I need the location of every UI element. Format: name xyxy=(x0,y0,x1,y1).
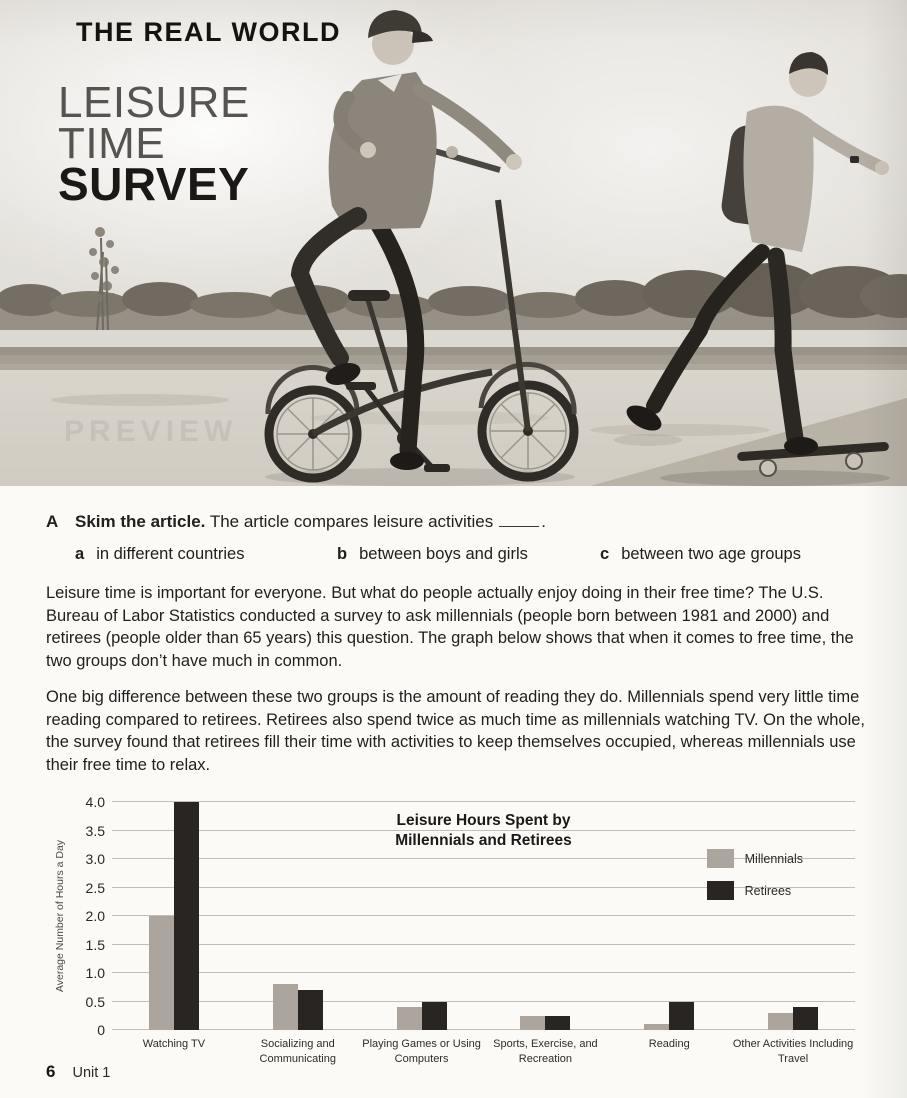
x-axis-labels xyxy=(112,1030,855,1076)
bar-retirees xyxy=(669,1002,694,1031)
y-tick-4.0: 4.0 xyxy=(85,794,105,810)
bar-retirees xyxy=(298,990,323,1030)
page-footer xyxy=(46,1062,110,1082)
title-line-leisure: LEISURE xyxy=(58,78,250,127)
option-letter: c xyxy=(600,545,610,563)
y-tick-0: 0 xyxy=(97,1022,105,1038)
y-tick-2.0: 2.0 xyxy=(85,908,105,924)
bar-retirees xyxy=(793,1007,818,1030)
activity-a-instruction xyxy=(46,512,867,532)
y-axis-ticks xyxy=(70,794,112,1038)
gridline-2.0 xyxy=(112,915,855,916)
option-text: in different countries xyxy=(96,545,245,563)
option-b xyxy=(337,545,600,564)
activity-letter: A xyxy=(46,512,59,531)
page-content xyxy=(0,486,907,1065)
answer-blank xyxy=(499,513,539,527)
bar-group xyxy=(768,802,818,1030)
bar-retirees xyxy=(174,802,199,1030)
chart-title: Leisure Hours Spent by Millennials and Retirees xyxy=(395,812,572,850)
option-c xyxy=(600,545,801,564)
title-line-time: TIME xyxy=(58,119,166,168)
bar-group xyxy=(273,802,323,1030)
option-letter: a xyxy=(75,545,85,563)
y-axis-label-column xyxy=(52,802,70,1030)
gridline-0.5 xyxy=(112,1001,855,1002)
activity-a-options xyxy=(75,545,867,564)
option-text: between boys and girls xyxy=(359,545,528,563)
page-title xyxy=(58,78,250,210)
activity-instruction-text: Skim the article. The article compares leisure activities . xyxy=(75,512,546,531)
river xyxy=(0,330,907,349)
y-tick-3.0: 3.0 xyxy=(85,851,105,867)
x-category-label: Socializing and Communicating xyxy=(259,1038,336,1065)
page-number: 6 xyxy=(46,1062,56,1081)
gridline-1.5 xyxy=(112,944,855,945)
legend-label: Millennials xyxy=(744,851,803,866)
bar-group xyxy=(149,802,199,1030)
option-a xyxy=(75,545,337,564)
legend-label: Retirees xyxy=(744,883,792,898)
bar-group xyxy=(644,802,694,1030)
bar-millennials xyxy=(397,1007,422,1030)
bar-millennials xyxy=(768,1013,793,1030)
header-photo xyxy=(0,0,907,486)
chart-legend xyxy=(707,849,803,913)
y-tick-1.5: 1.5 xyxy=(85,936,105,953)
y-tick-1.0: 1.0 xyxy=(85,965,105,981)
unit-label: Unit 1 xyxy=(72,1065,111,1081)
chart-plot-area xyxy=(112,802,855,1065)
y-tick-2.5: 2.5 xyxy=(85,879,105,896)
gridline-4.0 xyxy=(112,801,855,802)
x-category-label: Other Activities Including Travel xyxy=(732,1038,854,1065)
gridline-1.0 xyxy=(112,972,855,973)
preview-watermark: PREVIEW xyxy=(64,415,238,448)
legend-item-millennials xyxy=(707,849,803,868)
leisure-hours-chart xyxy=(52,794,855,1065)
y-axis-label: Average Number of Hours a Day xyxy=(54,839,66,993)
option-letter: b xyxy=(337,545,348,563)
x-category-label: Reading xyxy=(648,1038,690,1050)
shore-grass xyxy=(0,347,907,372)
legend-item-retirees xyxy=(707,881,803,900)
title-line-survey: SURVEY xyxy=(58,158,250,210)
bar-millennials xyxy=(149,916,174,1030)
bar-millennials xyxy=(520,1016,545,1030)
legend-swatch xyxy=(707,881,734,900)
bar-retirees xyxy=(545,1016,570,1030)
option-text: between two age groups xyxy=(621,545,801,563)
article-paragraph-1: Leisure time is important for everyone. But what do people actually enjoy doing in their free time? The U.S. Bureau of Labor Statistics conducted a survey to ask millennials (people born between 1981 and 2000) and retirees (people older than 65 years) this question. The graph below shows that when it comes to free time, the two groups don’t have much in common. xyxy=(46,584,854,670)
legend-swatch xyxy=(707,849,734,868)
x-category-label: Sports, Exercise, and Recreation xyxy=(493,1038,598,1065)
y-tick-3.5: 3.5 xyxy=(85,822,105,839)
x-category-label: Playing Games or Using Computers xyxy=(362,1038,481,1065)
bar-millennials xyxy=(273,984,298,1030)
photo-illustration xyxy=(0,0,907,486)
article-paragraph-2: One big difference between these two groups is the amount of reading they do. Millennials spend very little time reading compared to retirees. Retirees also spend twice as much time as millennials watching TV. On the whole, the survey found that retirees fill their time with activities to keep themselves occupied, whereas millennials use their free time to relax. xyxy=(46,688,865,774)
bar-retirees xyxy=(422,1002,447,1031)
x-category-label: Watching TV xyxy=(142,1038,206,1050)
y-tick-0.5: 0.5 xyxy=(85,993,105,1010)
section-eyebrow: THE REAL WORLD xyxy=(76,17,341,47)
